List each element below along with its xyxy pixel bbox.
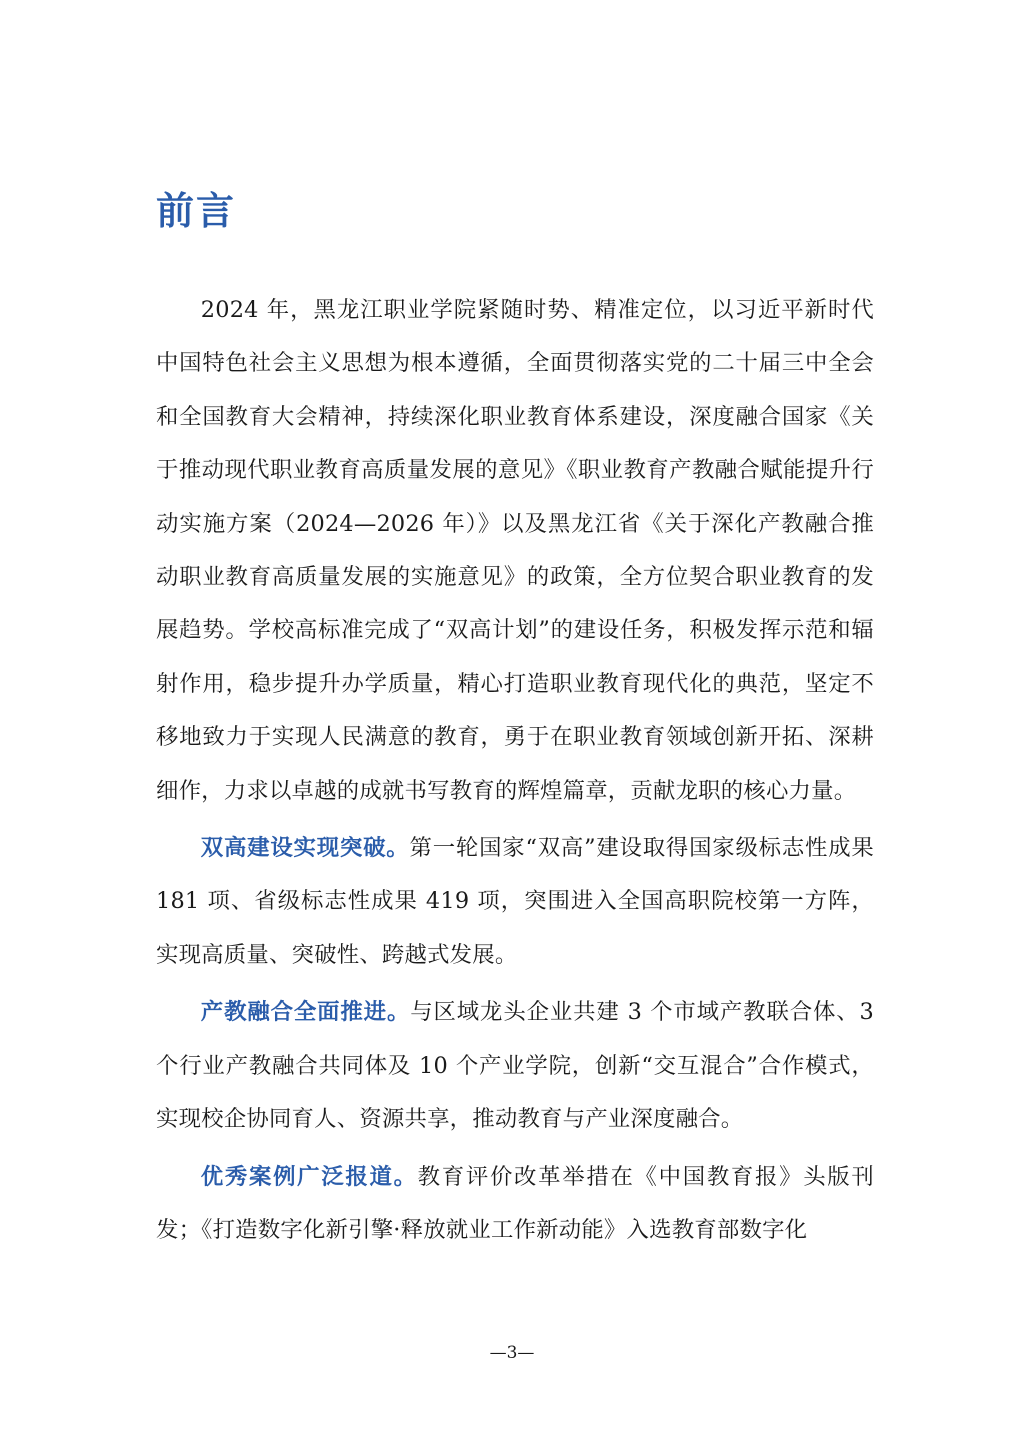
paragraph-industry-education	[156, 986, 874, 1146]
body-text	[156, 284, 874, 1261]
paragraph-text: 与区域龙头企业共建 3 个市域产教联合体、3 个行业产教融合共同体及 10 个产业学院，创新“交互混合”合作模式，实现校企协同育人、资源共享，推动教育与产业深度融合。	[156, 999, 874, 1133]
paragraph-lead: 双高建设实现突破。	[200, 835, 410, 862]
paragraph-intro	[156, 284, 874, 818]
paragraph-lead: 优秀案例广泛报道。	[200, 1163, 418, 1190]
paragraph-lead: 产教融合全面推进。	[200, 999, 411, 1026]
paragraph-double-high	[156, 822, 874, 982]
paragraph-text: 教育评价改革举措在《中国教育报》头版刊发；《打造数字化新引擎·释放就业工作新动能》入选教育部数字化	[156, 1163, 874, 1243]
page-title: 前言	[156, 189, 237, 233]
paragraph-cases	[156, 1151, 874, 1258]
paragraph-text: 第一轮国家“双高”建设取得国家级标志性成果 181 项、省级标志性成果 419 项，突围进入全国高职院校第一方阵，实现高质量、突破性、跨越式发展。	[156, 835, 874, 968]
paragraph-text: 2024 年，黑龙江职业学院紧随时势、精准定位，以习近平新时代中国特色社会主义思想为根本遵循，全面贯彻落实党的二十届三中全会和全国教育大会精神，持续深化职业教育体系建设，深度融合国家《关于推动现代职业教育高质量发展的意见》《职业教育产教融合赋能提升行动实施方案（2024—2026 年）》以及黑龙江省《关于深化产教融合推动职业教育高质量发展的实施意见》的政策，全方位契合职业教育的发展趋势。学校高标准完成了“双高计划”的建设任务，积极发挥示范和辐射作用，稳步提升办学质量，精心打造职业教育现代化的典范，坚定不移地致力于实现人民满意的教育，勇于在职业教育领域创新开拓、深耕细作，力求以卓越的成就书写教育的辉煌篇章，贡献龙职的核心力量。	[156, 297, 874, 804]
page-number: —3—	[489, 1343, 535, 1363]
